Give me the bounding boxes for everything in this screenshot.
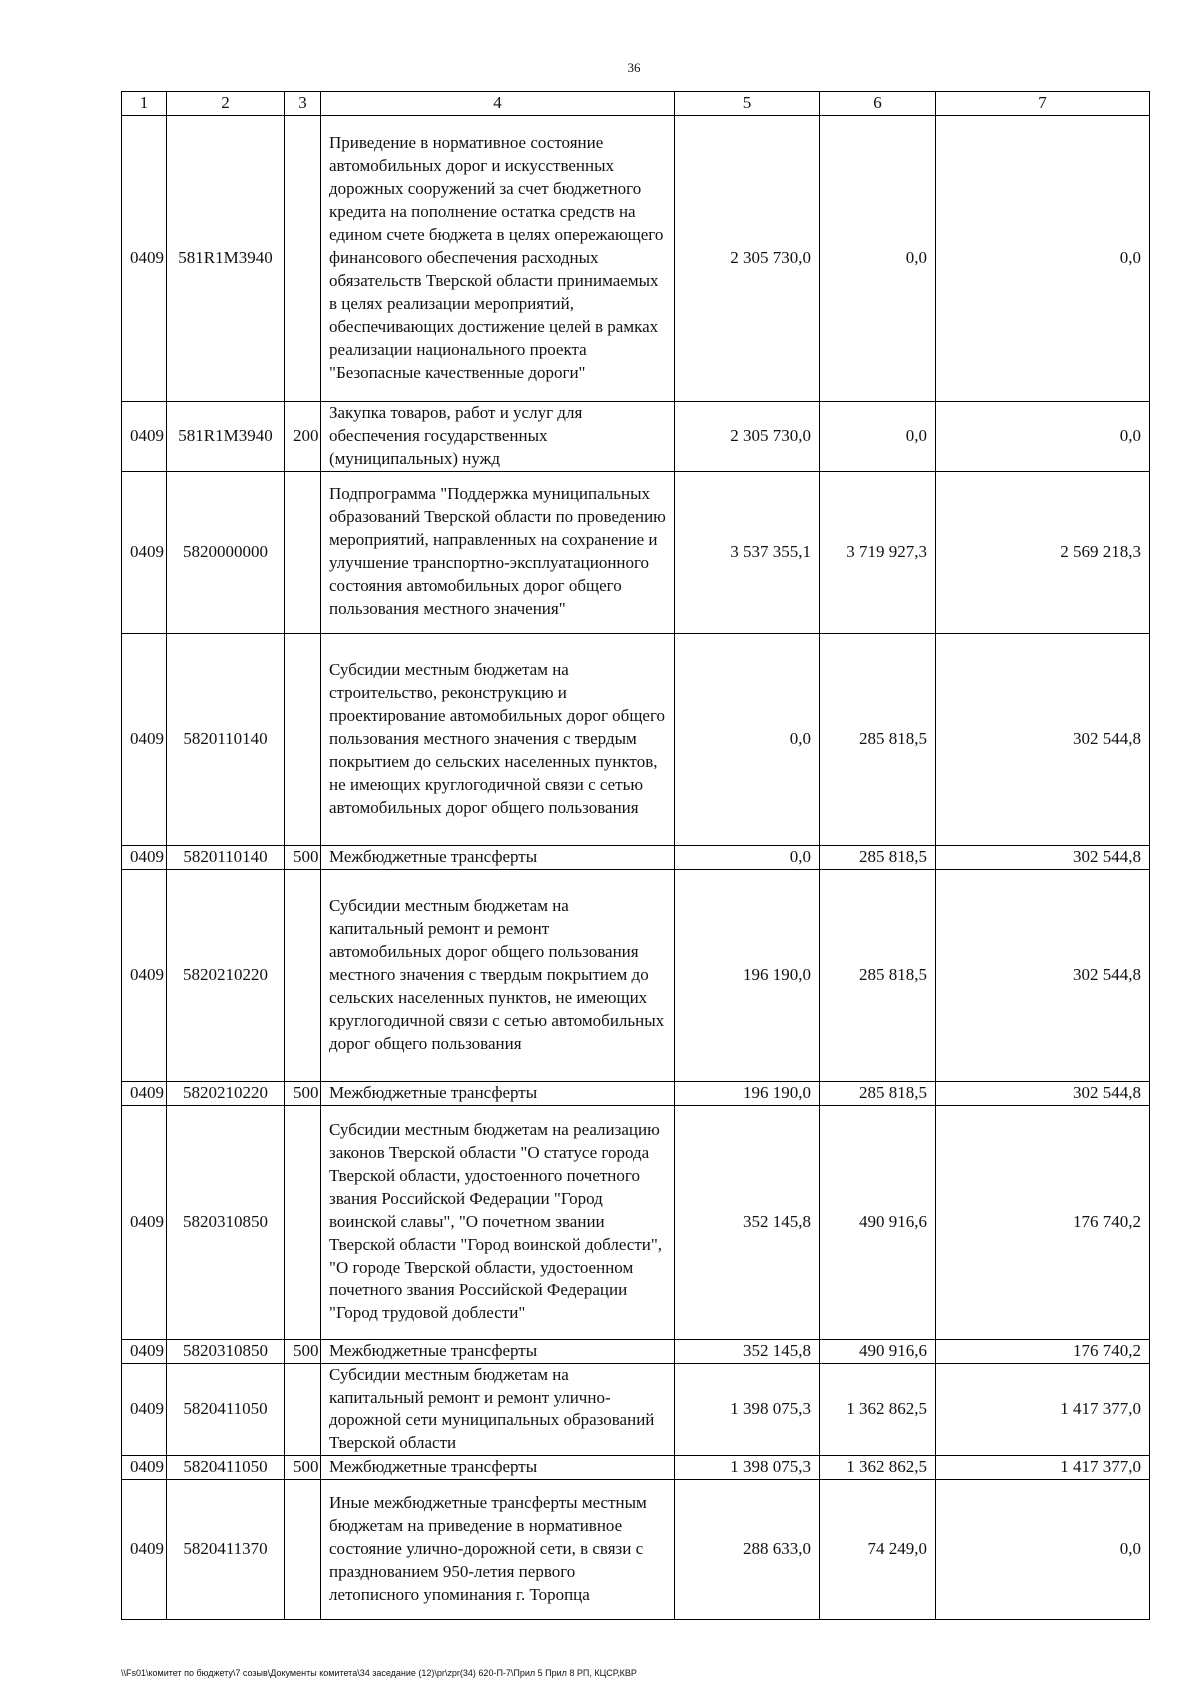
amount-col-5: 196 190,0 [675,1081,820,1105]
amount-col-6: 490 916,6 [820,1339,936,1363]
amount-col-7: 1 417 377,0 [936,1456,1150,1480]
table-row [122,1363,1150,1456]
amount-col-7: 302 544,8 [936,1081,1150,1105]
target-article-code: 5820000000 [167,471,285,633]
amount-col-5: 288 633,0 [675,1480,820,1620]
amount-col-5: 2 305 730,0 [675,401,820,471]
item-name: Субсидии местным бюджетам на строительство, реконструкцию и проектирование автомобильных дорог общего пользования местного значения с твердым покрытием до сельских населенных пунктов, не имеющих круглогодичной связи с сетью автомобильных дорог общего пользования [321,633,675,845]
header-col-7: 7 [936,92,1150,116]
table-row [122,845,1150,869]
header-col-5: 5 [675,92,820,116]
expense-type-code: 500 [285,1339,321,1363]
expense-type-code [285,471,321,633]
section-code: 0409 [122,1456,167,1480]
item-name: Приведение в нормативное состояние автомобильных дорог и искусственных дорожных сооружений за счет бюджетного кредита на пополнение остатка средств на едином счете бюджета в целях опережающего финансового обеспечения расходных обязательств Тверской области принимаемых в целях реализации мероприятий, обеспечивающих достижение целей в рамках реализации национального проекта "Безопасные качественные дороги" [321,115,675,401]
section-code: 0409 [122,633,167,845]
amount-col-6: 285 818,5 [820,869,936,1081]
amount-col-5: 0,0 [675,845,820,869]
section-code: 0409 [122,1339,167,1363]
table-row [122,633,1150,845]
amount-col-7: 302 544,8 [936,633,1150,845]
amount-col-5: 1 398 075,3 [675,1456,820,1480]
item-name: Межбюджетные трансферты [321,1339,675,1363]
table-row [122,1105,1150,1339]
table-row [122,869,1150,1081]
expense-type-code [285,1480,321,1620]
amount-col-7: 2 569 218,3 [936,471,1150,633]
amount-col-7: 302 544,8 [936,869,1150,1081]
amount-col-7: 0,0 [936,1480,1150,1620]
item-name: Субсидии местным бюджетам на капитальный ремонт и ремонт улично-дорожной сети муниципальных образований Тверской области [321,1363,675,1456]
section-code: 0409 [122,115,167,401]
amount-col-7: 1 417 377,0 [936,1363,1150,1456]
section-code: 0409 [122,1081,167,1105]
amount-col-7: 0,0 [936,401,1150,471]
item-name: Субсидии местным бюджетам на капитальный ремонт и ремонт автомобильных дорог общего пользования местного значения с твердым покрытием до сельских населенных пунктов, не имеющих круглогодичной связи с сетью автомобильных дорог общего пользования [321,869,675,1081]
amount-col-7: 176 740,2 [936,1339,1150,1363]
amount-col-6: 0,0 [820,401,936,471]
table-row [122,115,1150,401]
header-row [122,92,1150,116]
amount-col-7: 302 544,8 [936,845,1150,869]
expense-type-code [285,115,321,401]
item-name: Иные межбюджетные трансферты местным бюджетам на приведение в нормативное состояние улично-дорожной сети, в связи с празднованием 950-летия первого летописного упоминания г. Торопца [321,1480,675,1620]
page-number: 36 [627,60,641,75]
target-article-code: 5820411370 [167,1480,285,1620]
section-code: 0409 [122,471,167,633]
table-header [122,92,1150,116]
target-article-code: 5820110140 [167,633,285,845]
amount-col-7: 176 740,2 [936,1105,1150,1339]
expense-type-code [285,1105,321,1339]
expense-type-code: 200 [285,401,321,471]
amount-col-5: 3 537 355,1 [675,471,820,633]
table-row [122,1081,1150,1105]
expense-type-code [285,1363,321,1456]
item-name: Межбюджетные трансферты [321,1081,675,1105]
target-article-code: 5820411050 [167,1456,285,1480]
header-col-6: 6 [820,92,936,116]
target-article-code: 5820210220 [167,869,285,1081]
target-article-code: 581R1M3940 [167,115,285,401]
target-article-code: 5820110140 [167,845,285,869]
file-path-footer: \\Fs01\комитет по бюджету\7 созыв\Документы комитета\34 заседание (12)\pr\zpr(34) 620-П-7\Прил 5 Прил 8 РП, КЦСР,КВР [121,1668,637,1678]
item-name: Субсидии местным бюджетам на реализацию законов Тверской области "О статусе города Тверской области, удостоенного почетного звания Российской Федерации "Город воинской славы", "О почетном звании Тверской области "Город воинской доблести", "О городе Тверской области, удостоенном почетного звания Российской Федерации "Город трудовой доблести" [321,1105,675,1339]
amount-col-5: 352 145,8 [675,1339,820,1363]
expense-type-code: 500 [285,1456,321,1480]
header-col-1: 1 [122,92,167,116]
amount-col-5: 1 398 075,3 [675,1363,820,1456]
section-code: 0409 [122,1105,167,1339]
section-code: 0409 [122,845,167,869]
amount-col-6: 285 818,5 [820,1081,936,1105]
amount-col-6: 1 362 862,5 [820,1456,936,1480]
header-col-4: 4 [321,92,675,116]
section-code: 0409 [122,1363,167,1456]
item-name: Подпрограмма "Поддержка муниципальных образований Тверской области по проведению мероприятий, направленных на сохранение и улучшение транспортно-эксплуатационного состояния автомобильных дорог общего пользования местного значения" [321,471,675,633]
target-article-code: 5820310850 [167,1339,285,1363]
section-code: 0409 [122,869,167,1081]
amount-col-6: 74 249,0 [820,1480,936,1620]
target-article-code: 5820310850 [167,1105,285,1339]
header-col-2: 2 [167,92,285,116]
amount-col-5: 352 145,8 [675,1105,820,1339]
table-row [122,401,1150,471]
expense-type-code: 500 [285,1081,321,1105]
amount-col-6: 1 362 862,5 [820,1363,936,1456]
table-row [122,471,1150,633]
section-code: 0409 [122,1480,167,1620]
item-name: Межбюджетные трансферты [321,845,675,869]
table-row [122,1480,1150,1620]
section-code: 0409 [122,401,167,471]
amount-col-6: 285 818,5 [820,633,936,845]
amount-col-6: 490 916,6 [820,1105,936,1339]
amount-col-6: 3 719 927,3 [820,471,936,633]
expense-type-code [285,869,321,1081]
target-article-code: 5820210220 [167,1081,285,1105]
expense-type-code: 500 [285,845,321,869]
table-row [122,1339,1150,1363]
header-col-3: 3 [285,92,321,116]
item-name: Межбюджетные трансферты [321,1456,675,1480]
amount-col-7: 0,0 [936,115,1150,401]
budget-table [121,91,1150,1620]
amount-col-5: 0,0 [675,633,820,845]
expense-type-code [285,633,321,845]
amount-col-6: 0,0 [820,115,936,401]
amount-col-5: 2 305 730,0 [675,115,820,401]
amount-col-5: 196 190,0 [675,869,820,1081]
item-name: Закупка товаров, работ и услуг для обеспечения государственных (муниципальных) нужд [321,401,675,471]
target-article-code: 581R1M3940 [167,401,285,471]
amount-col-6: 285 818,5 [820,845,936,869]
target-article-code: 5820411050 [167,1363,285,1456]
table-row [122,1456,1150,1480]
